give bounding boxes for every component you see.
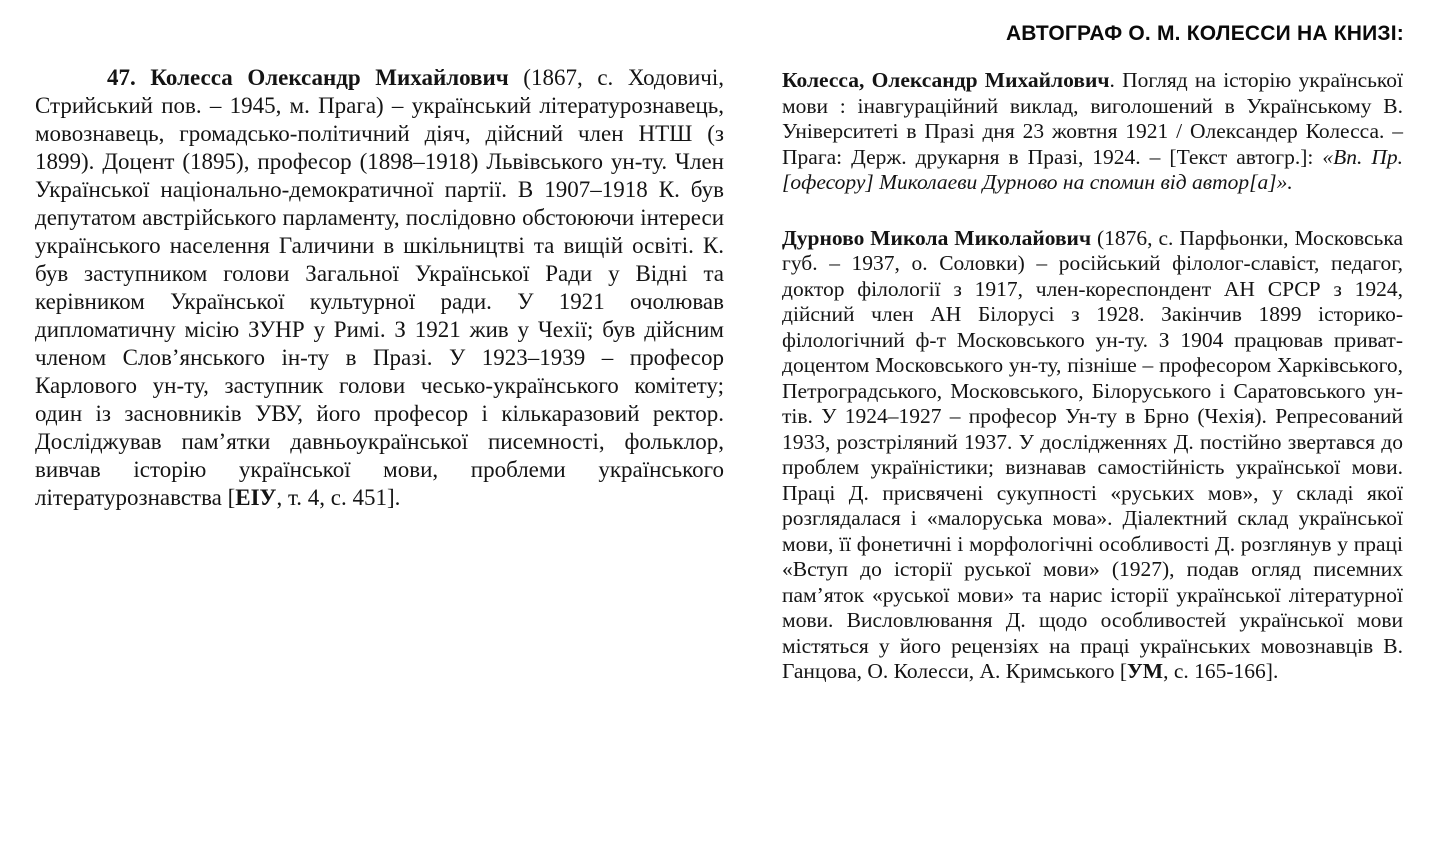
running-head: АВТОГРАФ О. М. КОЛЕССИ НА КНИЗІ: xyxy=(1005,22,1404,45)
entry-47-paragraph: 47. Колесса Олександр Михайлович (1867, с. Ходовичі, Стрийський пов. – 1945, м. Прага) – український літературознавець, мовознавець, громадсько-політичний діяч, дійсний член НТШ (з 1899). Доцент (1895), професор (1898–1918) Львівського ун-ту. Член Української національно-демократичної партії. В 1907–1918 К. був депутатом австрійського парламенту, послідовно обстоюючи інтереси українського населення Галичини в шкільництві та вищій освіті. К. був заступником голови Загальної Української Ради у Відні та керівником Української культурної ради. У 1921 очолював дипломатичну місію ЗУНР у Римі. З 1921 жив у Чехії; був дійсним членом Слов’янського ін-ту в Празі. У 1923–1939 – професор Карлового ун-ту, заступник голови чесько-українського комітету; один із засновників УВУ, його професор і кількаразовий ректор. Досліджував пам’ятки давньоукраїнської писемності, фольклор, вивчав історію української мови, проблеми українського літературознавства [ЕІУ, т. 4, с. 451]. xyxy=(35,65,724,510)
right-column xyxy=(782,68,1403,685)
bibliographic-entry-paragraph: Колесса, Олександр Михайлович. Погляд на історію української мови : інавгураційний виклад, виголошений в Українському В. Університеті в Празі дня 23 жовтня 1921 / Олександер Колесса. – Прага: Держ. друкарня в Празі, 1924. – [Текст автогр.]: «Вп. Пр.[офесору] Миколаеви Дурново на спомин від автор[а]». xyxy=(782,68,1403,194)
left-column xyxy=(35,64,724,512)
durnovo-biography-paragraph: Дурново Микола Миколайович (1876, с. Парфьонки, Московська губ. – 1937, о. Соловки) – російський філолог-славіст, педагог, доктор філології з 1917, член-кореспондент АН СРСР з 1924, дійсний член АН Білорусі з 1928. Закінчив 1899 історико-філологічний ф-т Московського ун-ту. З 1904 працював приват-доцентом Московського ун-ту, пізніше – професором Харківського, Петроградського, Московського, Білоруського і Саратовського ун-тів. У 1924–1927 – професор Ун-ту в Брно (Чехія). Репресований 1933, розстріляний 1937. У дослідженнях Д. постійно звертався до проблем україністики; визнавав самостійність української мови. Праці Д. присвячені сукупності «руських мов», у складі якої розглядалася і «малоруська мова». Діалектний склад української мови, її фонетичні і морфологічні особливості Д. розглянув у праці «Вступ до історії руської мови» (1927), подав огляд писемних пам’яток «руської мови» та нарис історії української літературної мови. Висловлювання Д. щодо особливостей української мови містяться у його рецензіях на праці українських мовознавців В. Ганцова, О. Колесси, А. Кримського [УМ, с. 165-166]. xyxy=(782,225,1404,683)
